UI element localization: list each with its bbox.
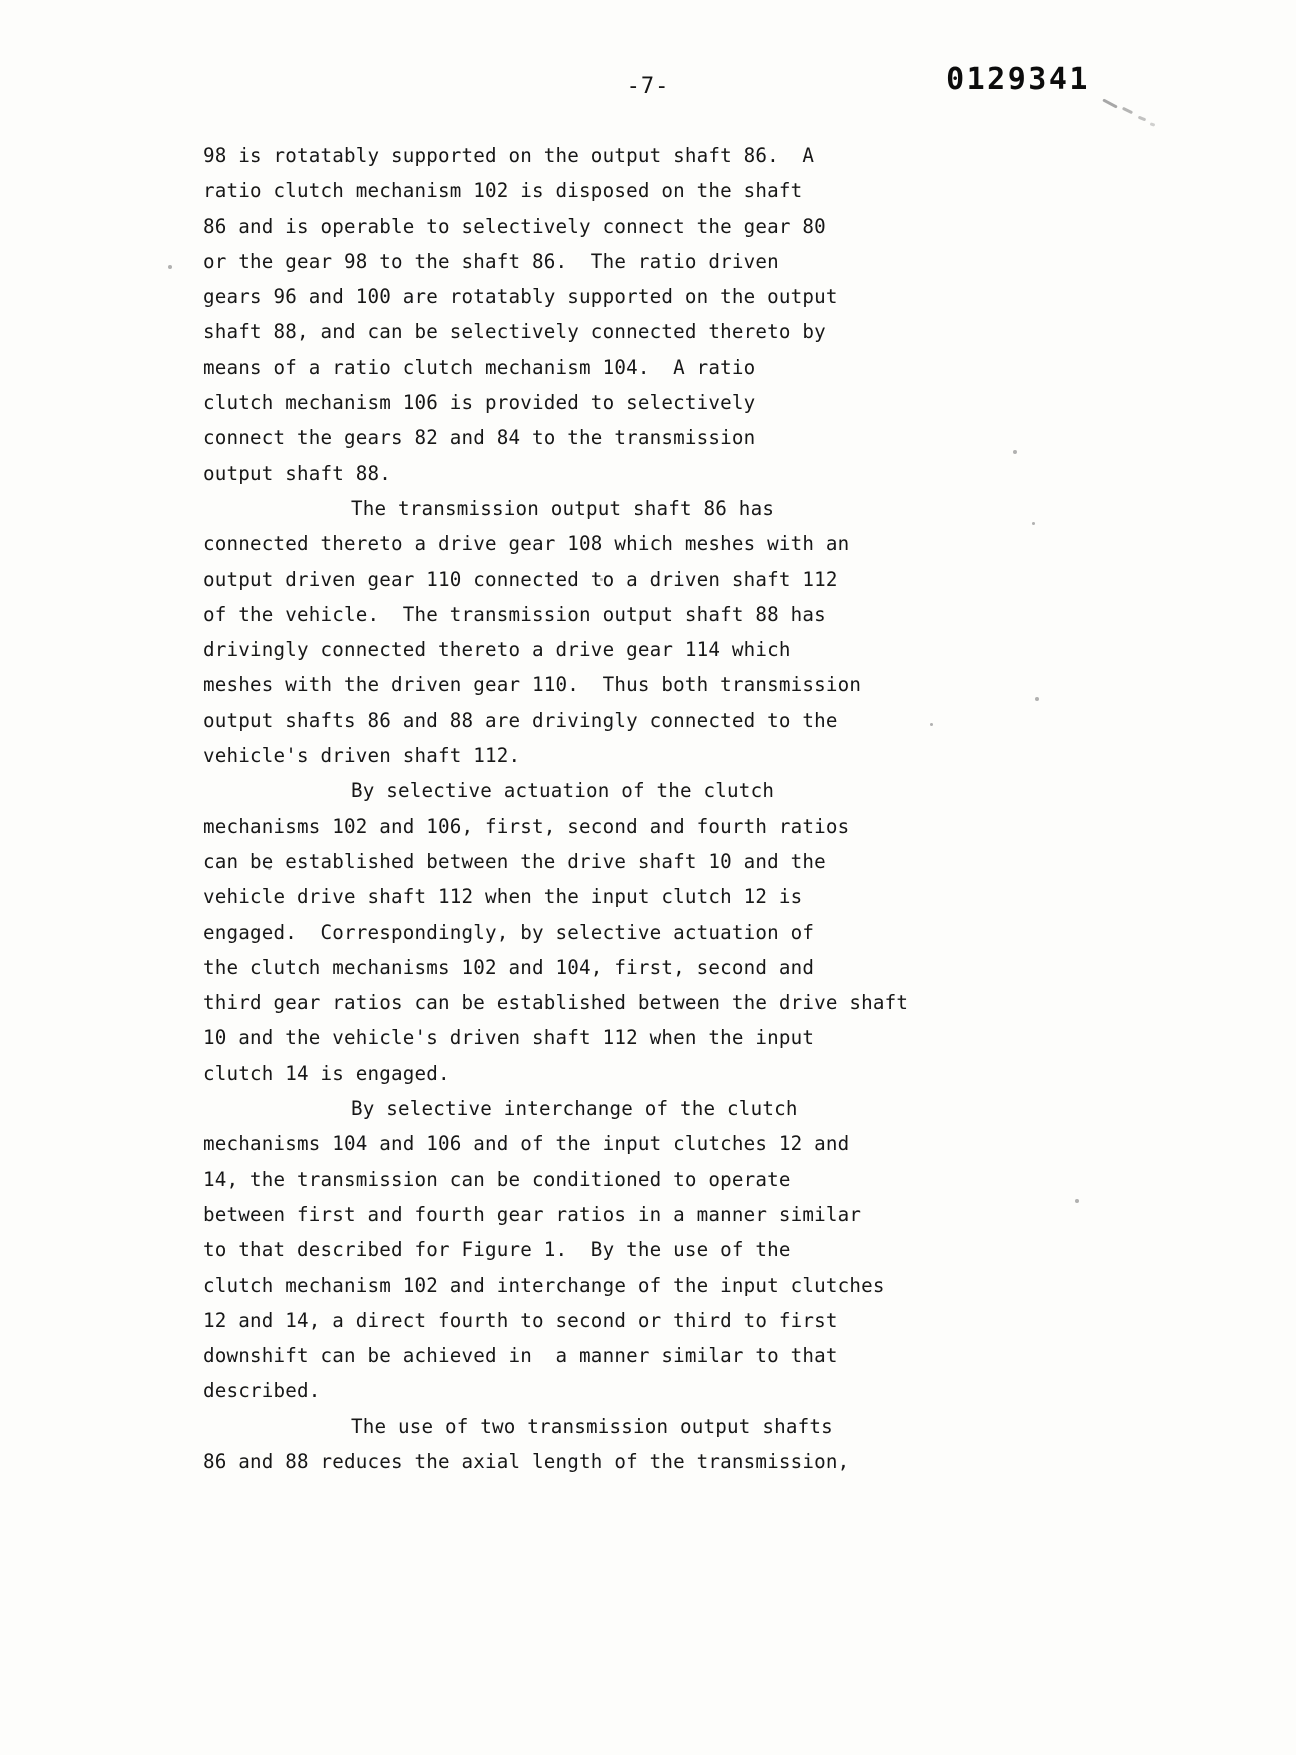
body-line: 12 and 14, a direct fourth to second or third to first (203, 1308, 838, 1332)
body-line: clutch mechanism 106 is provided to selectively (203, 391, 756, 415)
body-line: gears 96 and 100 are rotatably supported on the output (203, 285, 838, 309)
body-line: 98 is rotatably supported on the output shaft 86. A (203, 144, 815, 167)
body-line: connected thereto a drive gear 108 which meshes with an (203, 532, 850, 556)
body-line: vehicle's driven shaft 112. (203, 744, 521, 768)
body-line: of the vehicle. The transmission output shaft 88 has (203, 602, 826, 626)
body-line: 86 and is operable to selectively connect the gear 80 (203, 214, 826, 238)
body-line: By selective actuation of the clutch (351, 779, 775, 803)
scan-artifact-marks (1046, 84, 1166, 134)
body-line: output driven gear 110 connected to a driven shaft 112 (203, 567, 838, 591)
body-line: 14, the transmission can be conditioned to operate (203, 1167, 791, 1191)
scan-speck (1032, 522, 1035, 525)
body-paragraph (203, 138, 1003, 491)
body-line: 86 and 88 reduces the axial length of the transmission, (203, 1449, 850, 1473)
body-line: The transmission output shaft 86 has (351, 496, 775, 520)
body-line: downshift can be achieved in a manner similar to that (203, 1344, 838, 1368)
body-line: meshes with the driven gear 110. Thus both transmission (203, 673, 862, 697)
body-line: output shaft 88. (203, 461, 392, 485)
body-line: can be established between the drive shaft 10 and the (203, 849, 826, 873)
body-paragraph (203, 1409, 1003, 1480)
page-number: -7- (626, 74, 670, 99)
body-line: the clutch mechanisms 102 and 104, first, second and (203, 955, 815, 979)
scan-speck (168, 265, 172, 269)
body-line: By selective interchange of the clutch (351, 1097, 798, 1121)
body-line: between first and fourth gear ratios in a manner similar (203, 1202, 862, 1226)
body-line: clutch 14 is engaged. (203, 1061, 450, 1085)
body-line: connect the gears 82 and 84 to the transmission (203, 426, 756, 450)
body-line: to that described for Figure 1. By the use of the (203, 1238, 791, 1262)
body-line: described. (203, 1379, 321, 1403)
body-line: mechanisms 102 and 106, first, second and fourth ratios (203, 814, 850, 838)
body-line: ratio clutch mechanism 102 is disposed on the shaft (203, 179, 803, 203)
document-body (203, 138, 1003, 1479)
scan-speck (1075, 1199, 1079, 1203)
patent-number: 0129341 (946, 62, 1090, 97)
body-line: vehicle drive shaft 112 when the input clutch 12 is (203, 885, 803, 909)
body-line: means of a ratio clutch mechanism 104. A ratio (203, 355, 756, 379)
body-line: shaft 88, and can be selectively connected thereto by (203, 320, 826, 344)
body-line: or the gear 98 to the shaft 86. The ratio driven (203, 249, 779, 273)
body-line: engaged. Correspondingly, by selective actuation of (203, 920, 815, 944)
page-header (0, 62, 1296, 122)
scan-speck (268, 867, 271, 870)
body-line: 10 and the vehicle's driven shaft 112 when the input (203, 1026, 815, 1050)
body-line: output shafts 86 and 88 are drivingly connected to the (203, 708, 838, 732)
body-paragraph (203, 773, 1003, 1091)
body-line: The use of two transmission output shafts (351, 1414, 833, 1438)
body-line: drivingly connected thereto a drive gear 114 which (203, 638, 791, 662)
scan-speck (930, 723, 933, 726)
scan-speck (600, 578, 603, 581)
body-line: clutch mechanism 102 and interchange of the input clutches (203, 1273, 885, 1297)
scan-speck (1013, 450, 1017, 454)
body-line: mechanisms 104 and 106 and of the input clutches 12 and (203, 1132, 850, 1156)
body-line: third gear ratios can be established between the drive shaft (203, 991, 909, 1015)
body-paragraph (203, 491, 1003, 773)
body-paragraph (203, 1091, 1003, 1409)
scan-speck (1035, 697, 1039, 701)
